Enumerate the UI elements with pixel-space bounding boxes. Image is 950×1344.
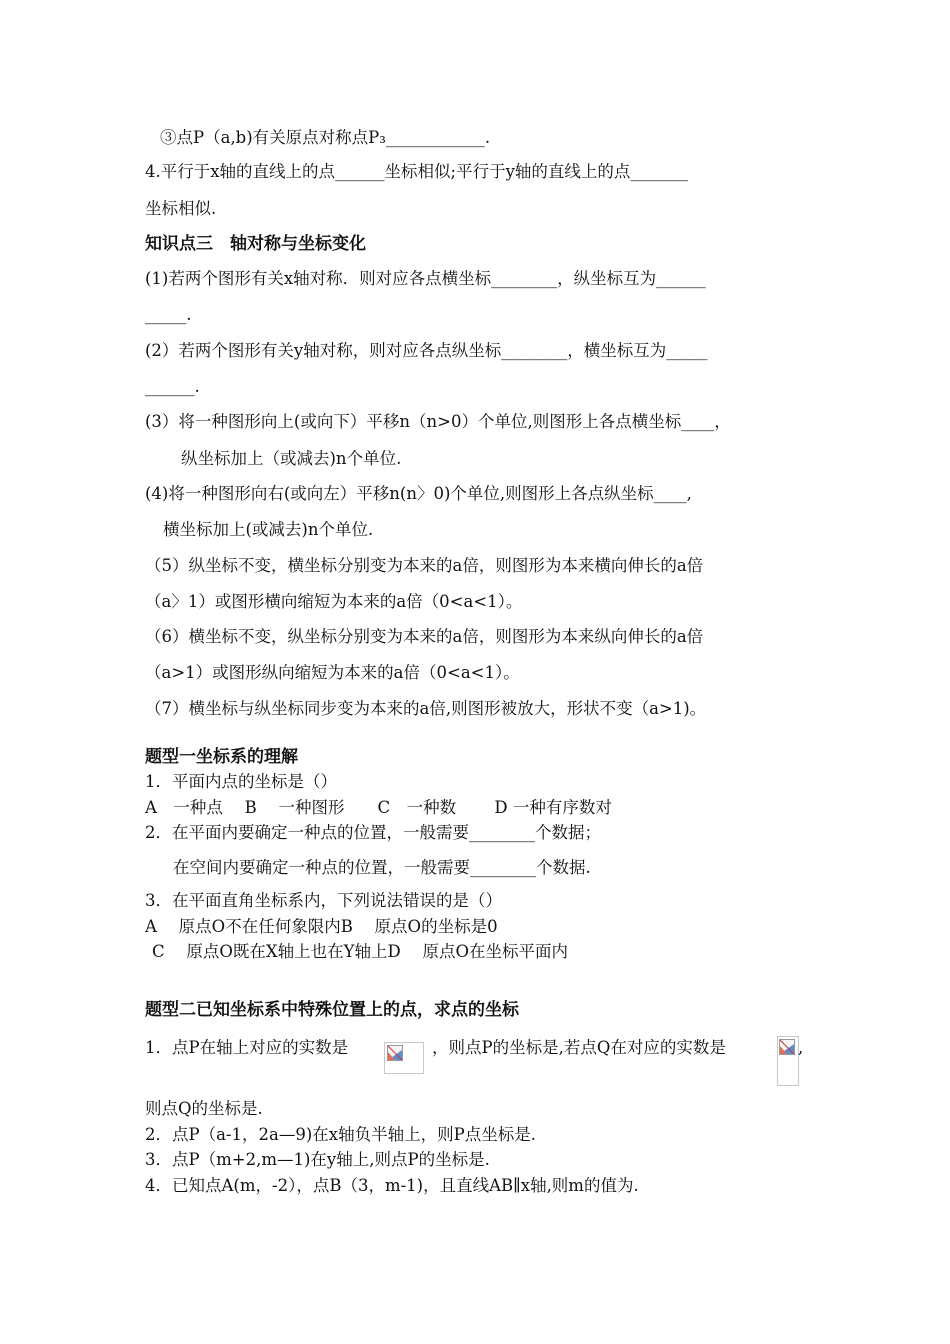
- text-line: (2）若两个图形有关y轴对称，则对应各点纵坐标________，横坐标互为_____: [145, 341, 708, 360]
- text-line: A 一种点 B 一种图形 C 一种数 D 一种有序数对: [145, 798, 612, 817]
- text-line: （5）纵坐标不变，横坐标分别变为本来的a倍，则图形为本来横向伸长的a倍: [145, 556, 704, 575]
- text-line: 横坐标加上(或减去)n个单位.: [163, 520, 374, 539]
- text-line: 坐标相似.: [145, 199, 217, 218]
- text-line: 在空间内要确定一种点的位置，一般需要________个数据.: [173, 858, 591, 877]
- image-placeholder-icon: [387, 1045, 403, 1061]
- section-heading: 题型一坐标系的理解: [145, 747, 298, 767]
- text-line: （a〉1）或图形横向缩短为本来的a倍（0<a<1）。: [145, 592, 523, 611]
- broken-image-icon: [777, 1036, 799, 1086]
- text-line: 2．在平面内要确定一种点的位置，一般需要________个数据；: [145, 823, 601, 842]
- text-line: C 原点O既在X轴上也在Y轴上D 原点O在坐标平面内: [152, 942, 569, 961]
- text-line: 则点Q的坐标是.: [145, 1099, 263, 1118]
- text-line: （6）横坐标不变，纵坐标分别变为本来的a倍，则图形为本来纵向伸长的a倍: [145, 627, 704, 646]
- text-line: (3）将一种图形向上(或向下）平移n（n>0）个单位,则图形上各点横坐标____，: [145, 412, 731, 431]
- text-line: 1．点P在轴上对应的实数是: [145, 1038, 349, 1057]
- text-line: 4．已知点A(m，-2），点B（3，m-1)，且直线AB∥x轴,则m的值为.: [145, 1176, 639, 1195]
- text-line: 4.平行于x轴的直线上的点______坐标相似;平行于y轴的直线上的点_______: [145, 162, 689, 181]
- text-line: ③点P（a,b)有关原点对称点P₃____________.: [160, 128, 491, 147]
- text-line: ，则点P的坐标是,若点Q在对应的实数是: [432, 1038, 726, 1057]
- image-placeholder-icon: [779, 1039, 795, 1055]
- text-line: (4)将一种图形向右(或向左）平移n(n〉0)个单位,则图形上各点纵坐标____,: [145, 484, 692, 503]
- text-line: ,: [798, 1038, 804, 1057]
- broken-image-icon: [384, 1042, 424, 1074]
- text-line: _____.: [145, 305, 192, 324]
- text-line: ______.: [145, 377, 200, 396]
- text-line: （a>1）或图形纵向缩短为本来的a倍（0<a<1）。: [145, 663, 520, 682]
- text-line: 2．点P（a-1，2a—9)在x轴负半轴上，则P点坐标是.: [145, 1125, 536, 1144]
- text-line: 3．在平面直角坐标系内，下列说法错误的是（）: [145, 891, 502, 910]
- text-line: 1．平面内点的坐标是（）: [145, 772, 337, 791]
- text-line: (1)若两个图形有关x轴对称．则对应各点横坐标________，纵坐标互为______: [145, 269, 706, 288]
- text-line: 纵坐标加上（或减去)n个单位.: [181, 449, 402, 468]
- text-line: A 原点O不在任何象限内B 原点O的坐标是0: [145, 917, 498, 936]
- section-heading: 题型二已知坐标系中特殊位置上的点，求点的坐标: [145, 1000, 519, 1020]
- section-heading: 知识点三 轴对称与坐标变化: [145, 234, 366, 254]
- text-line: 3．点P（m+2,m—1)在y轴上,则点P的坐标是.: [145, 1150, 490, 1169]
- text-line: （7）横坐标与纵坐标同步变为本来的a倍,则图形被放大，形状不变（a>1)。: [145, 699, 707, 718]
